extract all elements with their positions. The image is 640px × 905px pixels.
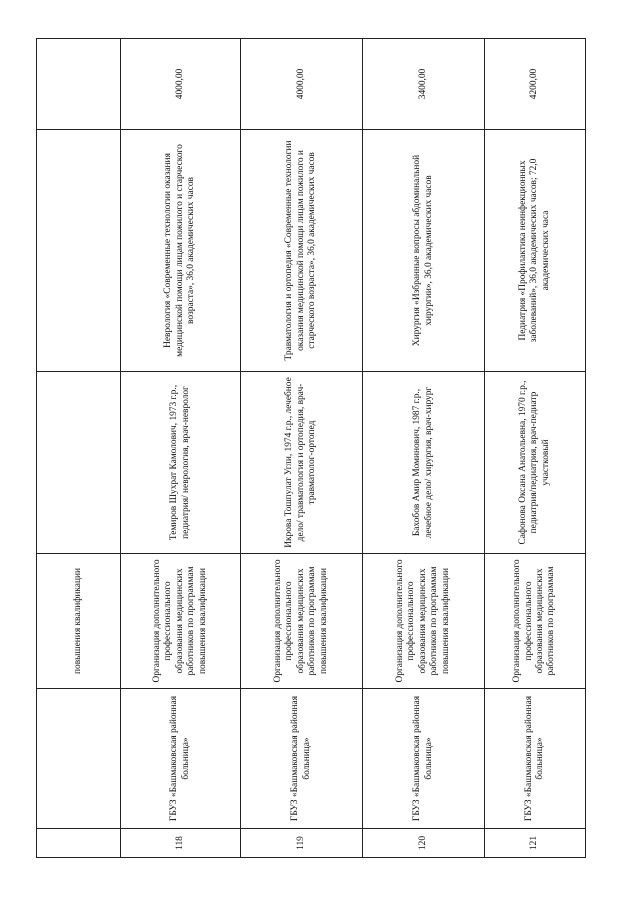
- organization-cell: [485, 554, 586, 689]
- table-row: [241, 39, 363, 858]
- row-number: 120: [363, 829, 485, 858]
- organization-text: Организация дополнительного профессионального образования медицинских работников по программам повышения квалификации: [394, 559, 451, 683]
- row-number: 121: [485, 829, 586, 858]
- program-cell: Травматология и ортопедия «Современные технологии оказания медицинской помощи лицам пожилого и старческого возраста», 36,0 академических часов: [241, 130, 363, 372]
- organization-text: Организация дополнительного профессионального образования медицинских работников по программам: [512, 559, 557, 683]
- specialist-cell: Бахобов Амир Моминович, 1987 г.р., лечебное дело/ хирургия, врач-хирург: [363, 372, 485, 554]
- header-institution-cell: [37, 689, 121, 829]
- organization-cell: [121, 554, 241, 689]
- program-cell: Педиатрия «Профилактика неинфекционных заболеваний», 36,0 академических часов; 72,0 академических часа: [485, 130, 586, 372]
- specialist-cell: Икрова Тошпулат Угли, 1974 г.р., лечебное дело/ травматология и ортопедия, врач-травматолог-ортопед: [241, 372, 363, 554]
- rotated-table-wrapper: [36, 39, 557, 858]
- table-row: [121, 39, 241, 858]
- institution-cell: ГБУЗ «Башмаковская районная больница»: [241, 689, 363, 829]
- institution-cell: ГБУЗ «Башмаковская районная больница»: [363, 689, 485, 829]
- header-organization-cell: повышения квалификации: [37, 554, 121, 689]
- specialist-cell: Сафонова Оксана Анатольевна, 1970 г.р., педиатрия/педиатрия, врач-педиатр участковый: [485, 372, 586, 554]
- header-program-cell: [37, 130, 121, 372]
- price-cell: 4000,00: [241, 39, 363, 130]
- organization-text: Организация дополнительного профессионального образования медицинских работников по программам повышения квалификации: [151, 559, 208, 683]
- organization-cell: [241, 554, 363, 689]
- organization-cell: [363, 554, 485, 689]
- table-row: [485, 39, 586, 858]
- header-num-cell: [37, 829, 121, 858]
- row-number: 119: [241, 829, 363, 858]
- table-header-row: [37, 39, 121, 858]
- institution-cell: ГБУЗ «Башмаковская районная больница»: [485, 689, 586, 829]
- header-specialist-cell: [37, 372, 121, 554]
- header-price-cell: [37, 39, 121, 130]
- price-cell: 4200,00: [485, 39, 586, 130]
- row-number: 118: [121, 829, 241, 858]
- specialist-cell: Темиров Шухрат Камолович, 1973 г.р., педиатрия/ неврология, врач-невролог: [121, 372, 241, 554]
- organization-text: Организация дополнительного профессионального образования медицинских работников по программам повышения квалификации: [272, 559, 329, 683]
- program-cell: Хирургия «Избранные вопросы абдоминальной хирургии», 36,0 академических часов: [363, 130, 485, 372]
- program-cell: Неврология «Современные технологии оказания медицинской помощи лицам пожилого и старческого возраста», 36,0 академических часов: [121, 130, 241, 372]
- table-row: [363, 39, 485, 858]
- price-cell: 3400,00: [363, 39, 485, 130]
- payments-table: [36, 38, 586, 858]
- institution-cell: ГБУЗ «Башмаковская районная больница»: [121, 689, 241, 829]
- price-cell: 4000,00: [121, 39, 241, 130]
